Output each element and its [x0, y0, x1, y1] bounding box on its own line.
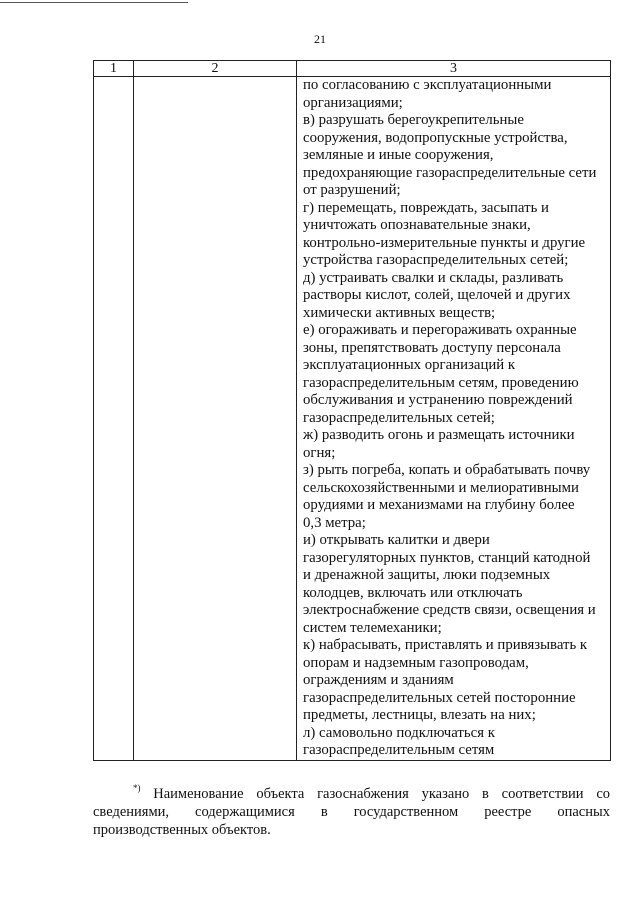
footnote-line: производственных объектов.	[93, 822, 271, 838]
table-text-line: эксплуатационных организаций к	[303, 357, 516, 373]
table-text-line: электроснабжение средств связи, освещения и	[303, 602, 596, 618]
table-text-line: уничтожать опознавательные знаки,	[303, 217, 531, 233]
cell-col-3	[297, 77, 611, 761]
footnote-line: сведениями, содержащимися в государственном реестре опасных	[93, 804, 610, 820]
table-text-line: предохраняющие газораспределительные сети	[303, 164, 597, 181]
table-header-row	[94, 61, 611, 77]
table-text-line: сооружения, водопропускные устройства,	[303, 129, 568, 146]
table-text-line: контрольно-измерительные пункты и другие	[303, 234, 586, 251]
table-text-line: г) перемещать, повреждать, засыпать и	[303, 199, 549, 216]
footnote	[93, 785, 610, 839]
table-text-line: газораспределительным сетям, проведению	[303, 374, 579, 391]
table-text-line: по согласованию с эксплуатационными	[303, 77, 552, 93]
table-text-line: обслуживания и устранению повреждений	[303, 392, 573, 408]
header-col-3: 3	[297, 61, 611, 77]
header-col-2: 2	[134, 61, 297, 77]
table-text-line: организациями;	[303, 94, 403, 111]
table-row	[94, 77, 611, 761]
table-text-line: газораспределительных сетей;	[303, 409, 495, 426]
table-text-line: колодцев, включать или отключать	[303, 584, 523, 601]
table-text-line: д) устраивать свалки и склады, разливать	[303, 269, 564, 286]
table-text-line: от разрушений;	[303, 182, 401, 198]
table-text-line: предметы, лестницы, влезать на них;	[303, 707, 536, 723]
table-text-line: к) набрасывать, приставлять и привязывать к	[303, 637, 588, 653]
cell-col-1	[94, 77, 134, 761]
table-text-line: химически активных веществ;	[303, 304, 496, 321]
table-text-line: устройства газораспределительных сетей;	[303, 252, 569, 268]
table-text-line: газорегуляторных пунктов, станций катодной	[303, 549, 591, 566]
table-text-line: е) огораживать и перегораживать охранные	[303, 322, 577, 338]
table-text-line: огня;	[303, 444, 336, 461]
table-text-line: ограждениям и зданиям	[303, 672, 454, 688]
table-text-line: л) самовольно подключаться к	[303, 724, 495, 741]
footnote-text: Наименование объекта газоснабжения указано в соответствии со	[153, 786, 611, 802]
table-text-line: з) рыть погреба, копать и обрабатывать почву	[303, 462, 591, 478]
requirements-table	[93, 60, 611, 761]
table-text-line: зоны, препятствовать доступу персонала	[303, 339, 561, 356]
table-text-line: и дренажной защиты, люки подземных	[303, 567, 551, 583]
header-col-1: 1	[94, 61, 134, 77]
table-text-line: сельскохозяйственными и мелиоративными	[303, 479, 579, 496]
table-text-line: газораспределительным сетям	[303, 742, 495, 758]
top-rule	[0, 2, 188, 3]
table-text-line: опорам и надземным газопроводам,	[303, 654, 529, 671]
footnote-line	[93, 785, 610, 803]
table-text-line: земляные и иные сооружения,	[303, 147, 494, 163]
table-text-line: и) открывать калитки и двери	[303, 532, 490, 548]
table-text-line: в) разрушать берегоукрепительные	[303, 112, 524, 128]
table-text-line: растворы кислот, солей, щелочей и других	[303, 287, 571, 303]
footnote-marker: *)	[133, 783, 141, 793]
table-text-line: 0,3 метра;	[303, 514, 366, 531]
table-text-line: ж) разводить огонь и размещать источники	[303, 427, 575, 443]
table-text-line: газораспределительных сетей посторонние	[303, 689, 576, 706]
page-number: 21	[314, 32, 326, 46]
table-text-line: систем телемеханики;	[303, 619, 442, 636]
cell-col-2	[134, 77, 297, 761]
table-text-line: орудиями и механизмами на глубину более	[303, 497, 575, 513]
